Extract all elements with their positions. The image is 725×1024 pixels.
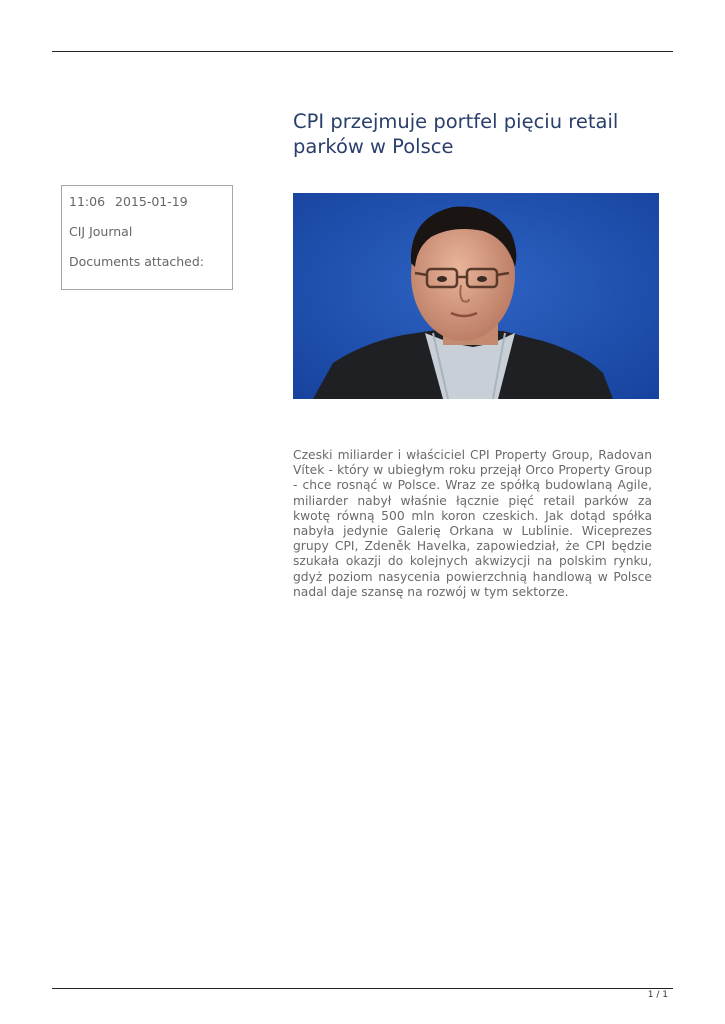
article-photo xyxy=(293,193,659,399)
footer-divider xyxy=(52,988,673,989)
documents-attached-label: Documents attached: xyxy=(69,254,204,269)
page-number: 1 / 1 xyxy=(647,990,668,1000)
article-source: CIJ Journal xyxy=(69,224,133,239)
article-meta-box xyxy=(61,185,233,290)
article-body: Czeski miliarder i właściciel CPI Property Group, Radovan Vítek - który w ubiegłym roku przejął Orco Property Group - chce rosnąć w Polsce. Wraz ze spółką budowlaną Agile, miliarder nabył właśnie łącznie pięć retail parków za kwotę równą 500 mln koron czeskich. Jak dotąd spółka nabyła jedynie Galerię Orkana w Lublinie. Wiceprezes grupy CPI, Zdeněk Havelka, zapowiedział, że CPI będzie szukała okazji do kolejnych akwizycji na polskim rynku, gdyż poziom nasycenia powierzchnią handlową w Polsce nadal daje szansę na rozwój w tym sektorze. xyxy=(293,448,652,599)
article-time: 11:06 xyxy=(69,194,106,209)
timestamp-row xyxy=(69,194,225,209)
header-divider xyxy=(52,51,673,52)
article-date: 2015-01-19 xyxy=(115,194,188,209)
article-title: CPI przejmuje portfel pięciu retail parków w Polsce xyxy=(293,110,619,158)
